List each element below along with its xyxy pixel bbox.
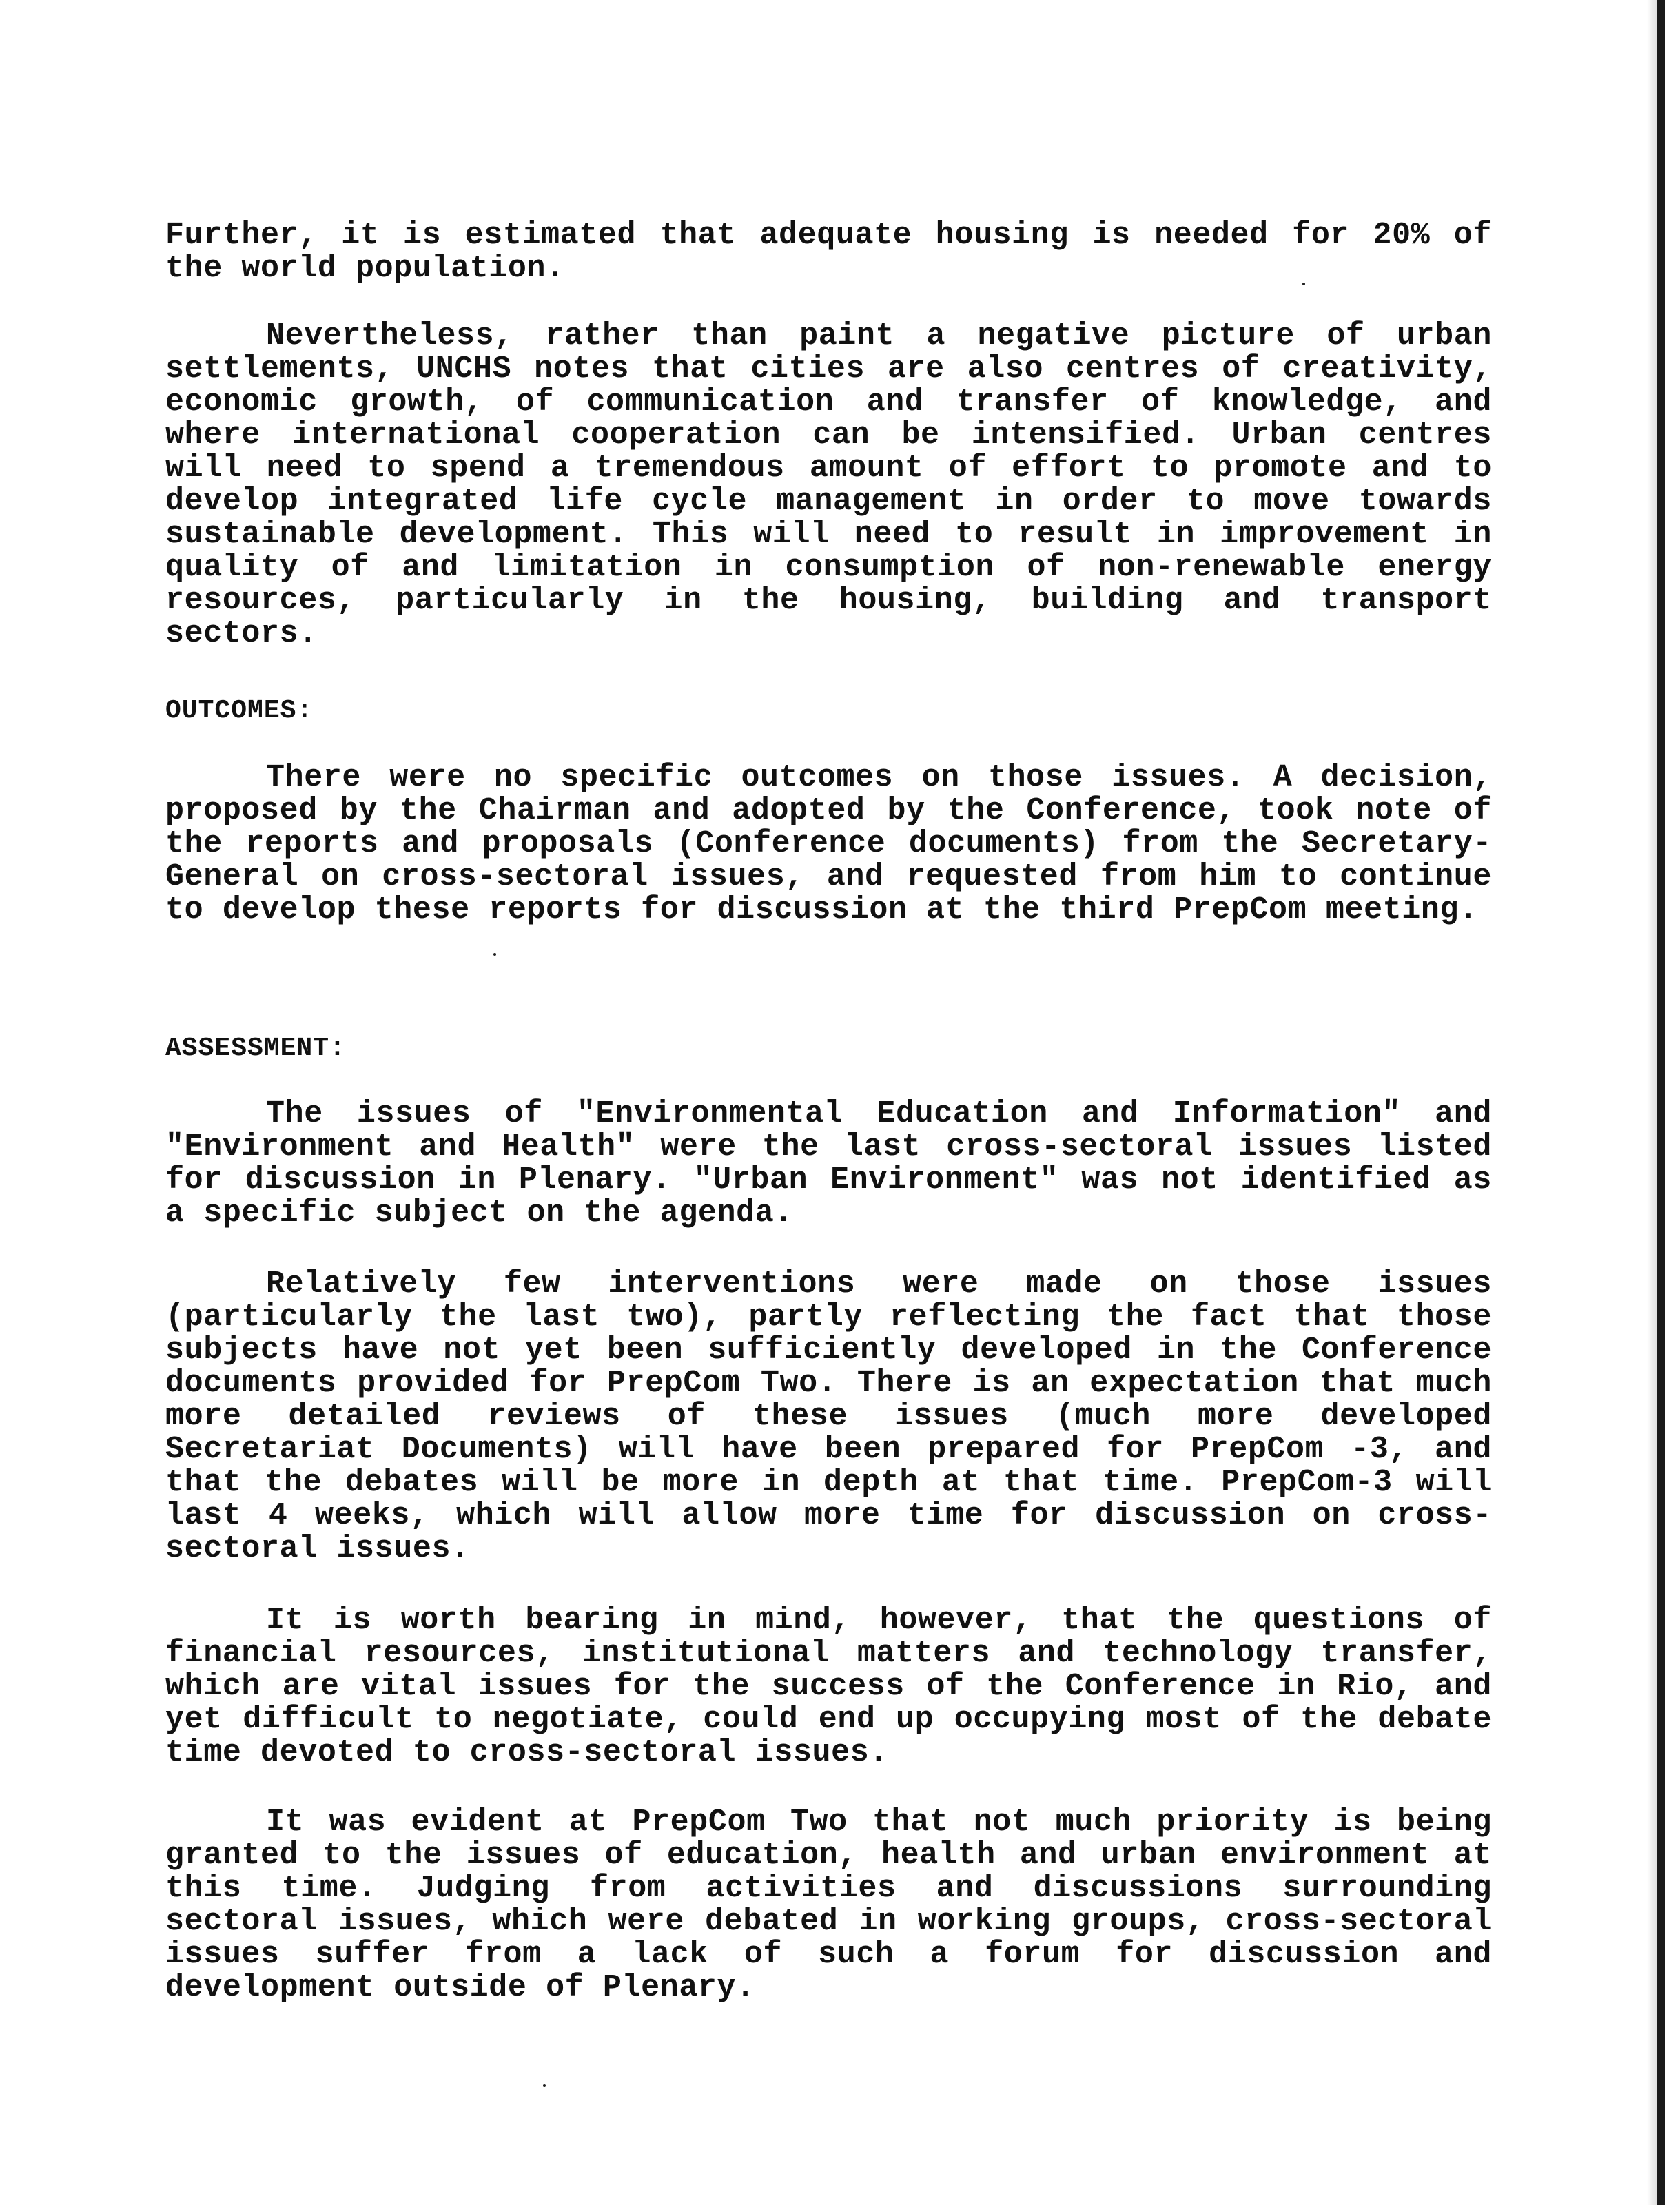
paragraph-priority: It was evident at PrepCom Two that not much priority is being granted to the issues of education, health and urban environment at this time. Judging from activities and discussions surrounding sectoral issues, which were debated in working groups, cross-sectoral issues suffer from a lack of such a forum for discussion and development outside of Plenary. <box>165 1805 1492 2005</box>
heading-outcomes: OUTCOMES: <box>165 696 314 726</box>
paragraph-outcomes: There were no specific outcomes on those issues. A decision, proposed by the Chairman and adopted by the Conference, took note of the reports and proposals (Conference documents) from the Secretary-General on cross-sectoral issues, and requested from him to continue to develop these reports for discussion at the third PrepCom meeting. <box>165 760 1492 927</box>
scan-speck <box>493 953 496 956</box>
paragraph-interventions: Relatively few interventions were made on those issues (particularly the last two), partly reflecting the fact that those subjects have not yet been sufficiently developed in the Conference documents provided for PrepCom Two. There is an expectation that much more detailed reviews of these issues (much more developed Secretariat Documents) will have been prepared for PrepCom -3, and that the debates will be more in depth at that time. PrepCom-3 will last 4 weeks, which will allow more time for discussion on cross-sectoral issues. <box>165 1266 1492 1566</box>
paragraph-cross-sectoral-issues: The issues of "Environmental Education and Information" and "Environment and Health" were the last cross-sectoral issues listed for discussion in Plenary. "Urban Environment" was not identified as a specific subject on the agenda. <box>165 1096 1492 1231</box>
paragraph-housing: Further, it is estimated that adequate housing is needed for 20% of the world population. <box>165 218 1492 286</box>
heading-assessment: ASSESSMENT: <box>165 1034 346 1063</box>
paragraph-urban-settlements: Nevertheless, rather than paint a negative picture of urban settlements, UNCHS notes that cities are also centres of creativity, economic growth, of communication and transfer of knowledge, and where international cooperation can be intensified. Urban centres will need to spend a tremendous amount of effort to promote and to develop integrated life cycle management in order to move towards sustainable development. This will need to result in improvement in quality of and limitation in consumption of non-renewable energy resources, particularly in the housing, building and transport sectors. <box>165 318 1492 651</box>
paragraph-financial-resources: It is worth bearing in mind, however, that the questions of financial resources, institutional matters and technology transfer, which are vital issues for the success of the Conference in Rio, and yet difficult to negotiate, could end up occupying most of the debate time devoted to cross-sectoral issues. <box>165 1603 1492 1770</box>
scan-edge-shadow <box>1647 0 1657 2205</box>
scan-edge <box>1657 0 1665 2205</box>
scan-speck <box>543 2084 546 2087</box>
